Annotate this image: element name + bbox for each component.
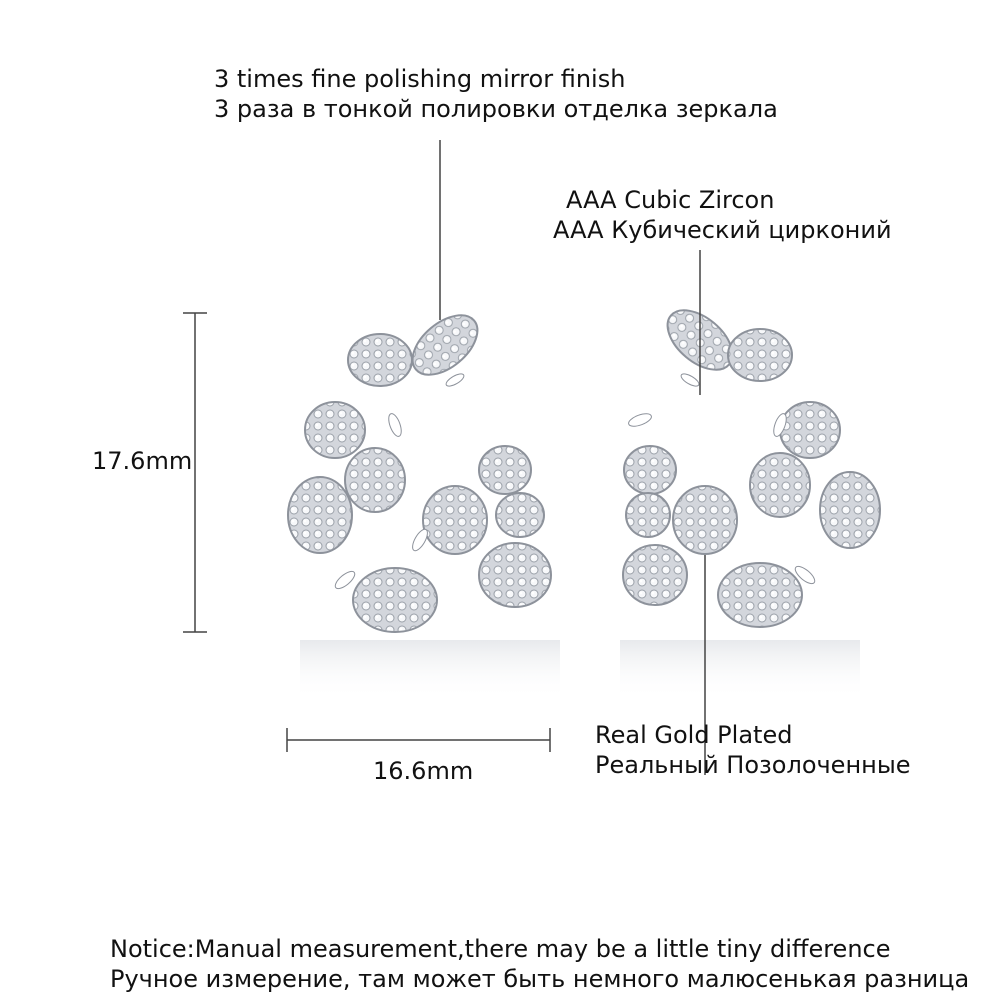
notice-ru: Ручное измерение, там может быть немного малюсенькая разница: [110, 965, 970, 993]
zircon-callout: [553, 185, 892, 245]
height-label: 17.6mm: [92, 447, 193, 475]
width-label: 16.6mm: [373, 757, 474, 785]
notice-en: Notice:Manual measurement,there may be a little tiny difference: [110, 935, 891, 963]
polish-callout-ru: 3 раза в тонкой полировки отделка зеркала: [214, 95, 778, 123]
width-dimension: [287, 728, 550, 752]
zircon-callout-en: AAA Cubic Zircon: [566, 186, 775, 214]
notice-text: [110, 934, 969, 994]
polish-callout: [214, 64, 778, 124]
left-earring: [288, 304, 551, 632]
right-reflection: [620, 640, 860, 700]
zircon-callout-ru: AAA Кубический цирконий: [553, 216, 892, 244]
left-reflection: [300, 640, 560, 700]
polish-callout-en: 3 times fine polishing mirror finish: [214, 65, 626, 93]
right-earring: [623, 299, 880, 627]
gold-callout: [595, 720, 911, 780]
gold-callout-en: Real Gold Plated: [595, 721, 793, 749]
gold-callout-ru: Реальный Позолоченные: [595, 751, 911, 779]
